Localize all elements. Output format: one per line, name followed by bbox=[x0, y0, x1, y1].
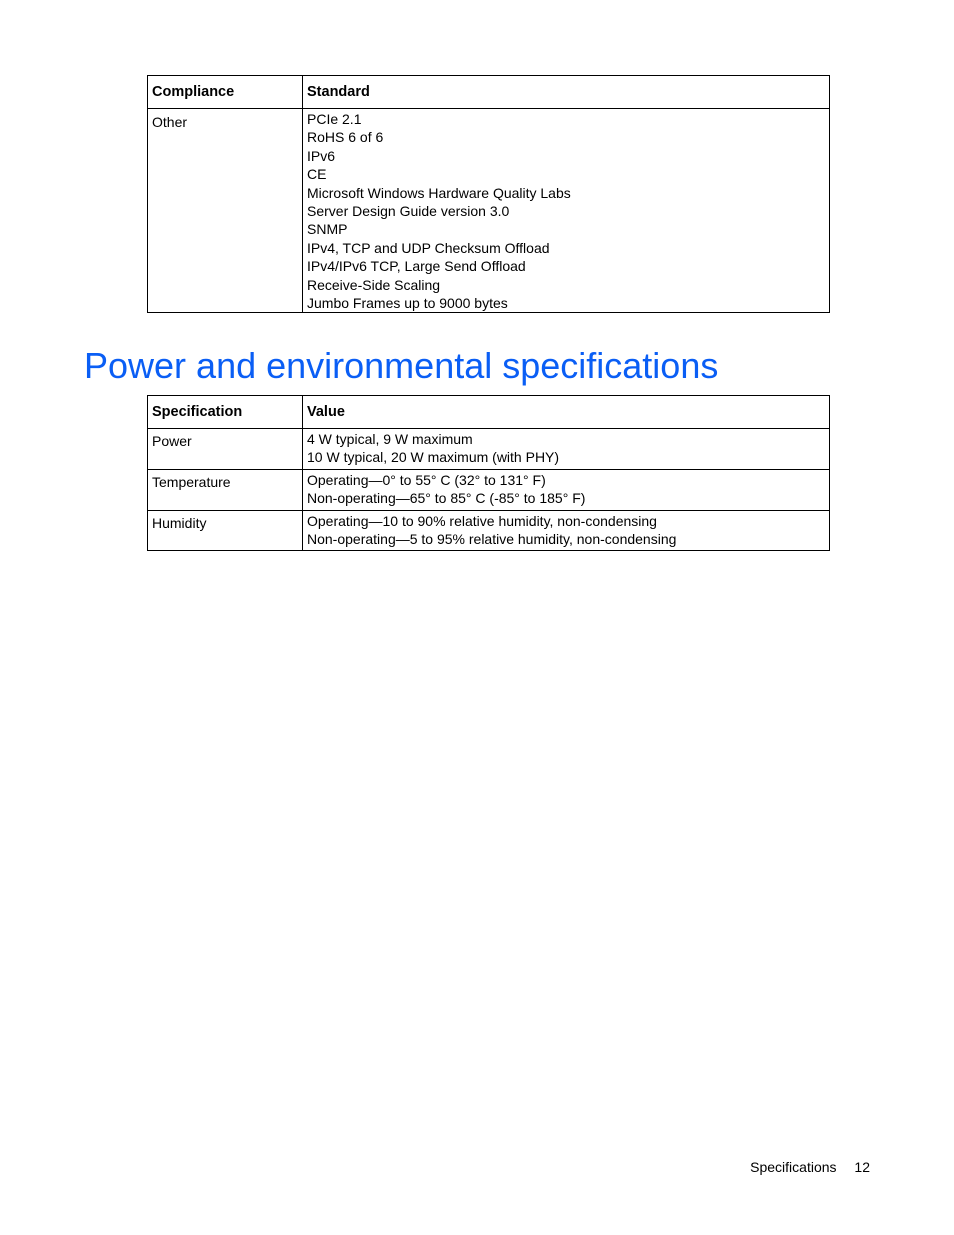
value-line: Operating—0° to 55° C (32° to 131° F) bbox=[307, 471, 546, 488]
standard-item: IPv4/IPv6 TCP, Large Send Offload bbox=[307, 258, 526, 275]
value-line: 10 W typical, 20 W maximum (with PHY) bbox=[307, 449, 560, 466]
row-key: Power bbox=[148, 429, 303, 470]
table-header-row bbox=[148, 396, 830, 429]
value-line: Non-operating—65° to 85° C (-85° to 185° F) bbox=[307, 490, 586, 507]
row-values bbox=[303, 510, 830, 551]
column-header-specification: Specification bbox=[148, 396, 303, 429]
page-number: 12 bbox=[854, 1159, 870, 1175]
table-header-row bbox=[148, 76, 830, 109]
table-row bbox=[148, 109, 830, 313]
standard-item: PCIe 2.1 bbox=[307, 111, 362, 127]
row-key: Other bbox=[148, 109, 303, 313]
row-key: Humidity bbox=[148, 510, 303, 551]
column-header-standard: Standard bbox=[303, 76, 830, 109]
column-header-value: Value bbox=[303, 396, 830, 429]
compliance-table bbox=[147, 75, 830, 313]
standard-item: IPv4, TCP and UDP Checksum Offload bbox=[307, 239, 550, 256]
standard-item: Server Design Guide version 3.0 bbox=[307, 203, 510, 220]
section-title: Power and environmental specifications bbox=[84, 345, 719, 386]
standard-item: RoHS 6 of 6 bbox=[307, 129, 384, 146]
column-header-compliance: Compliance bbox=[148, 76, 303, 109]
row-values bbox=[303, 109, 830, 313]
value-line: Operating—10 to 90% relative humidity, non-condensing bbox=[307, 512, 657, 529]
table-row-temperature bbox=[148, 469, 830, 510]
page-footer bbox=[750, 1159, 870, 1175]
standard-item: CE bbox=[307, 166, 327, 183]
table-row-humidity bbox=[148, 510, 830, 551]
standard-item: IPv6 bbox=[307, 147, 336, 164]
standard-item: SNMP bbox=[307, 221, 348, 238]
row-values bbox=[303, 429, 830, 470]
standard-item: Receive-Side Scaling bbox=[307, 276, 441, 293]
value-line: Non-operating—5 to 95% relative humidity, non-condensing bbox=[307, 531, 677, 548]
footer-section-label: Specifications bbox=[750, 1159, 837, 1175]
standard-item: Jumbo Frames up to 9000 bytes bbox=[307, 295, 508, 312]
standard-item: Microsoft Windows Hardware Quality Labs bbox=[307, 184, 571, 201]
table-row-power bbox=[148, 429, 830, 470]
row-key: Temperature bbox=[148, 469, 303, 510]
value-line: 4 W typical, 9 W maximum bbox=[307, 431, 473, 447]
row-values bbox=[303, 469, 830, 510]
power-environmental-table bbox=[147, 395, 830, 551]
